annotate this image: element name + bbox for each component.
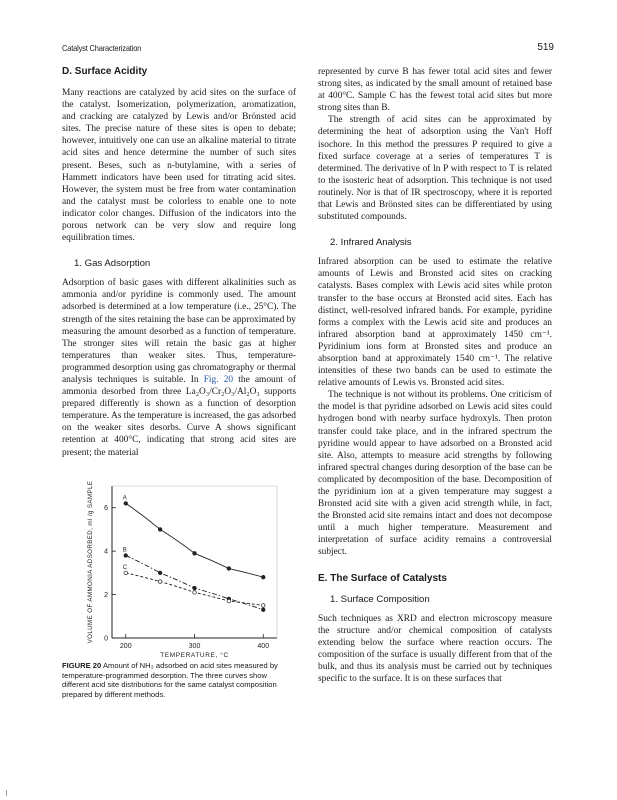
series-label-b: B bbox=[122, 547, 127, 554]
y-tick-label: 4 bbox=[104, 548, 108, 556]
data-point-c bbox=[227, 599, 231, 603]
paragraph-surface-composition: Such techniques as XRD and electron microscopy measure the structure and/or chemical composition of catalysts extending below the surface where reaction occurs. The composition of the surface is usually different from that of the bulk, and thus its analysis must be carried out by techniques specific to the surface. It is on these surfaces that bbox=[318, 613, 552, 685]
section-heading-surface-acidity: D. Surface Acidity bbox=[62, 66, 148, 77]
paragraph-surface-acidity: Many reactions are catalyzed by acid sites on the surface of the catalyst. Isomerization, polymerization, aromatization, and cracking are catalyzed by Lewis and/or Brönsted acid sites. The precise nature of these sites is open to debate; however, intuitively one can use an alkaline material to titrate acid sites and hence determine the number of such sites present. Beses, such as n-butylamine, with a series of Hammett indicators have been used for titrating acid sites. However, the system must be free from water contamination and the catalyst must be colorless to enable one to note indicator color changes. Diffusion of the indicators into the porous network can be very slow and require long equilibration times. bbox=[62, 88, 296, 244]
y-tick-label: 6 bbox=[104, 505, 108, 513]
running-header bbox=[62, 43, 554, 55]
data-point-b bbox=[124, 554, 128, 558]
data-point-b bbox=[158, 571, 162, 575]
subsection-heading-infrared-analysis: 2. Infrared Analysis bbox=[330, 237, 412, 249]
margin-mark bbox=[6, 790, 7, 796]
data-point-a bbox=[124, 502, 128, 506]
caption-label: FIGURE 20 bbox=[62, 661, 102, 670]
paragraph-gas-adsorption bbox=[62, 277, 296, 458]
data-point-c bbox=[193, 591, 197, 595]
figure-20-link[interactable]: Fig. 20 bbox=[203, 374, 234, 385]
x-tick-label: 300 bbox=[188, 643, 201, 650]
caption-text: Amount of NH₃ adsorbed on acid sites measured by temperature-programmed desorption. The three curves show different acid site distributions for the same catalyst composition prepared by different methods. bbox=[62, 661, 278, 699]
paragraph-infrared: Infrared absorption can be used to estimate the relative amounts of Lewis and Bronsted acid sites on cracking catalysts. Bases complex with Lewis acid sites while proton transfer to the base occurs at Bronsted acid sites. Each has distinct, well-resolved infrared bands. For example, pyridine forms a complex with the Lewis acid site and produces an infrared absorption band at approximately 1450 cm⁻¹. Pyridinium ions form at Bronsted sites and produce an absorption band at approximately 1540 cm⁻¹. The relative intensities of these two bands can be used to estimate the relative amounts of Lewis vs. Bronsted acid sites. bbox=[318, 257, 552, 389]
x-tick-label: 400 bbox=[257, 643, 270, 650]
data-point-a bbox=[158, 528, 162, 532]
series-label-a: A bbox=[122, 495, 127, 502]
figure-20 bbox=[62, 478, 296, 658]
data-point-a bbox=[227, 567, 231, 571]
subsection-heading-surface-composition: 1. Surface Composition bbox=[330, 593, 430, 605]
y-axis-label: VOLUME OF AMMONIA ADSORBED, ml /g SAMPLE bbox=[87, 480, 94, 644]
y-tick-label: 0 bbox=[104, 635, 108, 643]
x-axis-label: TEMPERATURE, °C bbox=[160, 652, 229, 658]
data-point-c bbox=[124, 571, 128, 575]
data-point-b bbox=[193, 586, 197, 590]
section-heading-surface-of-catalysts: E. The Surface of Catalysts bbox=[318, 572, 447, 584]
data-point-c bbox=[261, 604, 265, 608]
series-line-b bbox=[126, 555, 264, 609]
series-line-a bbox=[126, 503, 264, 577]
data-point-c bbox=[158, 580, 162, 584]
x-tick-label: 200 bbox=[119, 643, 132, 650]
running-title: Catalyst Characterization bbox=[62, 43, 142, 53]
subsection-heading-gas-adsorption: 1. Gas Adsorption bbox=[74, 258, 151, 270]
paragraph-curve-b: represented by curve B has fewer total acid sites and fewer strong sites, as indicated by the small amount of retained base at 400°C. Sample C has the fewest total acid sites but more strong sites than B. bbox=[318, 67, 552, 114]
data-point-b bbox=[261, 608, 265, 612]
y-tick-label: 2 bbox=[104, 592, 108, 600]
series-label-c: C bbox=[122, 564, 128, 571]
paragraph-vant-hoff: The strength of acid sites can be approximated by determining the heat of adsorption using the Van't Hoff isochore. In this method the pressures P required to give a fixed surface coverage at a series of temperatures T is determined. The derivative of ln P with respect to T is related to the isosteric heat of adsorption. This technique is not used routinely. Nor is that of IR spectroscopy, where it is reported that Lewis and Brönsted sites can be differentiated by using substituted compounds. bbox=[318, 115, 552, 223]
figure-20-caption bbox=[62, 661, 296, 699]
paragraph-infrared-problems: The technique is not without its problems. One criticism of the model is that pyridine adsorbed on Lewis acid sites could hydrogen bond with nearby surface hydroxyls. Then proton transfer could take place, and in the infrared spectrum the pyridine would appear to have adsorbed on a Bronsted acid site. Also, attempts to measure acid strengths by following infrared spectral changes during desorption of the base can be complicated by decomposition of the base. Decomposition of the pyridinium ion at a given temperature may suggest a Bronsted acid site with a given acid strength while, in fact, the Bronsted acid site remains intact and does not decompose until a much higher temperature. Measurement and interpretation of surface acidity remains a controversial subject. bbox=[318, 390, 552, 558]
data-point-a bbox=[193, 552, 197, 556]
left-column bbox=[62, 66, 296, 459]
right-column bbox=[318, 66, 552, 685]
paragraph-gas-adsorption-part-b: the amount of ammonia desorbed from three La₂O₃/Cr₂O₃/Al₂O₃ supports prepared differently is shown as a function of desorption temperature. As the temperature is increased, the gas adsorbed on the weaker sites desorbs. Curve A shows significant retention at 400°C, indicating that strong acid sites are present; the material bbox=[62, 374, 296, 458]
data-point-a bbox=[261, 575, 265, 579]
tpd-chart bbox=[62, 478, 296, 658]
page-number: 519 bbox=[537, 42, 554, 53]
paragraph-gas-adsorption-part-a: Adsorption of basic gases with different alkalinities such as ammonia and/or pyridine is commonly used. The amount adsorbed is determined at a low temperature (i.e., 25°C). The strength of the sites retaining the base can be approximated by measuring the amount desorbed as a function of temperature. The stronger sites will retain the basic gas at higher temperatures than weaker sites. Thus, temperature-programmed desorption using gas chromatography or thermal analysis techniques is suitable. In bbox=[62, 278, 296, 385]
